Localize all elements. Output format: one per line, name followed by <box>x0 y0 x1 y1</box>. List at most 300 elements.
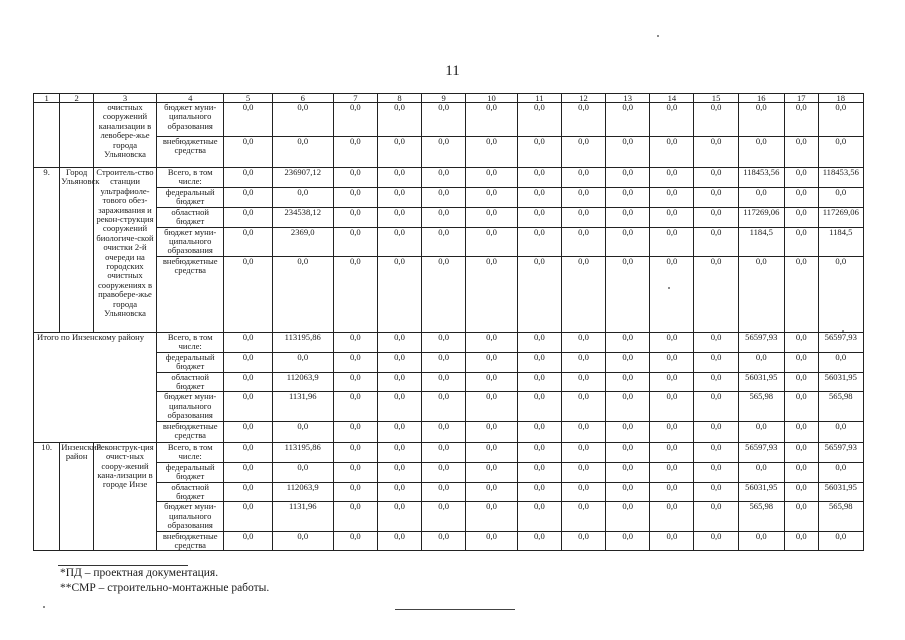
value-cell: 0,0 <box>818 462 863 482</box>
value-cell: 0,0 <box>694 502 738 531</box>
value-cell: 0,0 <box>561 168 605 188</box>
value-cell: 0,0 <box>377 332 421 352</box>
value-cell: 565,98 <box>738 392 784 421</box>
value-cell: 0,0 <box>377 482 421 502</box>
value-cell: 565,98 <box>738 502 784 531</box>
value-cell: 0,0 <box>224 442 272 462</box>
table-row <box>34 207 864 227</box>
value-cell: 0,0 <box>784 462 818 482</box>
funding-source-cell: областной бюджет <box>157 482 224 502</box>
value-cell: 0,0 <box>466 372 518 392</box>
value-cell: 0,0 <box>784 188 818 208</box>
value-cell: 0,0 <box>694 421 738 442</box>
value-cell: 0,0 <box>561 256 605 332</box>
table-row <box>34 442 864 462</box>
value-cell: 113195,86 <box>272 442 333 462</box>
value-cell: 0,0 <box>333 421 377 442</box>
funding-source-cell: федеральный бюджет <box>157 462 224 482</box>
value-cell: 0,0 <box>422 256 466 332</box>
column-number: 4 <box>157 94 224 103</box>
value-cell: 117269,06 <box>738 207 784 227</box>
column-number: 10 <box>466 94 518 103</box>
funding-source-cell: бюджет муни-ципального образования <box>157 392 224 421</box>
value-cell: 0,0 <box>561 103 605 137</box>
value-cell: 234538,12 <box>272 207 333 227</box>
value-cell: 0,0 <box>606 168 650 188</box>
page-number: 11 <box>445 63 460 79</box>
value-cell: 0,0 <box>422 392 466 421</box>
value-cell: 0,0 <box>466 137 518 168</box>
value-cell: 0,0 <box>517 332 561 352</box>
value-cell: 0,0 <box>738 462 784 482</box>
value-cell: 0,0 <box>422 502 466 531</box>
value-cell: 0,0 <box>738 188 784 208</box>
description-cell: Реконструк-ция очист-ных соору-жений кана-лизации в городе Инзе <box>93 442 156 551</box>
funding-source-cell: внебюджетные средства <box>157 421 224 442</box>
value-cell: 0,0 <box>517 137 561 168</box>
place-cell: Город Ульяновск <box>60 168 94 333</box>
value-cell: 0,0 <box>694 168 738 188</box>
value-cell: 0,0 <box>333 207 377 227</box>
value-cell: 0,0 <box>650 531 694 551</box>
value-cell: 0,0 <box>422 207 466 227</box>
value-cell: 56597,93 <box>818 332 863 352</box>
value-cell: 0,0 <box>650 392 694 421</box>
description-cell: очистных сооружений канализации в левобере-жье города Ульяновска <box>93 103 156 168</box>
column-number: 7 <box>333 94 377 103</box>
value-cell: 0,0 <box>377 462 421 482</box>
value-cell: 112063,9 <box>272 372 333 392</box>
table-row <box>34 227 864 256</box>
table-row <box>34 332 864 352</box>
value-cell: 0,0 <box>606 188 650 208</box>
value-cell: 0,0 <box>466 188 518 208</box>
value-cell: 1184,5 <box>738 227 784 256</box>
value-cell: 0,0 <box>561 188 605 208</box>
value-cell: 0,0 <box>466 392 518 421</box>
table-row <box>34 103 864 137</box>
value-cell: 2369,0 <box>272 227 333 256</box>
value-cell: 0,0 <box>784 256 818 332</box>
value-cell: 0,0 <box>784 103 818 137</box>
value-cell: 0,0 <box>650 421 694 442</box>
value-cell: 0,0 <box>377 372 421 392</box>
value-cell: 0,0 <box>650 188 694 208</box>
column-number: 6 <box>272 94 333 103</box>
value-cell: 0,0 <box>606 137 650 168</box>
value-cell: 0,0 <box>561 502 605 531</box>
value-cell: 0,0 <box>561 482 605 502</box>
value-cell: 0,0 <box>650 168 694 188</box>
value-cell: 0,0 <box>466 256 518 332</box>
value-cell: 0,0 <box>333 392 377 421</box>
value-cell: 0,0 <box>333 227 377 256</box>
value-cell: 112063,9 <box>272 482 333 502</box>
table-row <box>34 352 864 372</box>
value-cell: 0,0 <box>650 502 694 531</box>
value-cell: 0,0 <box>784 372 818 392</box>
num-cell: 10. <box>34 442 60 551</box>
value-cell: 0,0 <box>333 442 377 462</box>
value-cell: 0,0 <box>694 188 738 208</box>
value-cell: 0,0 <box>422 188 466 208</box>
value-cell: 118453,56 <box>738 168 784 188</box>
value-cell: 0,0 <box>333 168 377 188</box>
table-row <box>34 392 864 421</box>
value-cell: 0,0 <box>224 372 272 392</box>
table-row <box>34 137 864 168</box>
column-number: 17 <box>784 94 818 103</box>
funding-source-cell: внебюджетные средства <box>157 531 224 551</box>
value-cell: 0,0 <box>606 227 650 256</box>
table-row <box>34 256 864 332</box>
value-cell: 0,0 <box>517 372 561 392</box>
value-cell: 0,0 <box>517 421 561 442</box>
num-cell: 9. <box>34 168 60 333</box>
value-cell: 0,0 <box>272 531 333 551</box>
table-row <box>34 462 864 482</box>
value-cell: 0,0 <box>517 502 561 531</box>
value-cell: 0,0 <box>561 372 605 392</box>
footnote-separator <box>58 565 188 566</box>
value-cell: 0,0 <box>224 482 272 502</box>
value-cell: 0,0 <box>224 227 272 256</box>
value-cell: 0,0 <box>422 103 466 137</box>
value-cell: 0,0 <box>606 256 650 332</box>
value-cell: 0,0 <box>738 421 784 442</box>
value-cell: 56031,95 <box>818 482 863 502</box>
value-cell: 0,0 <box>738 531 784 551</box>
column-number: 3 <box>93 94 156 103</box>
place-cell: Инзенский район <box>60 442 94 551</box>
table-row <box>34 168 864 188</box>
value-cell: 1131,96 <box>272 392 333 421</box>
value-cell: 0,0 <box>333 482 377 502</box>
value-cell: 0,0 <box>561 207 605 227</box>
column-number: 11 <box>517 94 561 103</box>
value-cell: 236907,12 <box>272 168 333 188</box>
value-cell: 0,0 <box>224 137 272 168</box>
value-cell: 0,0 <box>517 256 561 332</box>
value-cell: 0,0 <box>694 442 738 462</box>
value-cell: 0,0 <box>694 207 738 227</box>
value-cell: 0,0 <box>517 168 561 188</box>
value-cell: 1184,5 <box>818 227 863 256</box>
value-cell: 0,0 <box>224 188 272 208</box>
value-cell: 0,0 <box>606 392 650 421</box>
value-cell: 0,0 <box>606 352 650 372</box>
value-cell: 0,0 <box>377 502 421 531</box>
value-cell: 0,0 <box>606 442 650 462</box>
value-cell: 0,0 <box>784 482 818 502</box>
value-cell: 0,0 <box>272 421 333 442</box>
value-cell: 0,0 <box>784 502 818 531</box>
column-number: 1 <box>34 94 60 103</box>
value-cell: 0,0 <box>224 207 272 227</box>
value-cell: 0,0 <box>694 256 738 332</box>
value-cell: 0,0 <box>422 168 466 188</box>
value-cell: 0,0 <box>224 168 272 188</box>
value-cell: 0,0 <box>606 207 650 227</box>
column-number: 14 <box>650 94 694 103</box>
value-cell: 0,0 <box>650 137 694 168</box>
value-cell: 0,0 <box>422 462 466 482</box>
value-cell: 0,0 <box>517 188 561 208</box>
value-cell: 0,0 <box>818 188 863 208</box>
value-cell: 0,0 <box>561 352 605 372</box>
value-cell: 0,0 <box>694 227 738 256</box>
value-cell: 0,0 <box>377 103 421 137</box>
value-cell: 0,0 <box>333 531 377 551</box>
value-cell: 0,0 <box>650 352 694 372</box>
column-number: 12 <box>561 94 605 103</box>
value-cell: 0,0 <box>224 531 272 551</box>
value-cell: 0,0 <box>333 137 377 168</box>
value-cell: 118453,56 <box>818 168 863 188</box>
value-cell: 0,0 <box>224 352 272 372</box>
value-cell: 0,0 <box>561 531 605 551</box>
value-cell: 0,0 <box>422 352 466 372</box>
value-cell: 0,0 <box>422 531 466 551</box>
funding-source-cell: областной бюджет <box>157 372 224 392</box>
value-cell: 0,0 <box>784 442 818 462</box>
value-cell: 0,0 <box>422 442 466 462</box>
value-cell: 0,0 <box>224 462 272 482</box>
value-cell: 0,0 <box>650 103 694 137</box>
value-cell: 0,0 <box>377 137 421 168</box>
value-cell: 0,0 <box>561 137 605 168</box>
value-cell: 0,0 <box>517 103 561 137</box>
value-cell: 0,0 <box>818 103 863 137</box>
column-number: 8 <box>377 94 421 103</box>
column-number: 16 <box>738 94 784 103</box>
value-cell: 0,0 <box>606 332 650 352</box>
scan-speck <box>657 35 659 37</box>
value-cell: 0,0 <box>466 227 518 256</box>
value-cell: 0,0 <box>333 352 377 372</box>
value-cell: 0,0 <box>561 462 605 482</box>
value-cell: 117269,06 <box>818 207 863 227</box>
value-cell: 1131,96 <box>272 502 333 531</box>
table-row <box>34 482 864 502</box>
funding-source-cell: Всего, в том числе: <box>157 332 224 352</box>
funding-source-cell: бюджет муни-ципального образования <box>157 103 224 137</box>
value-cell: 0,0 <box>224 421 272 442</box>
value-cell: 0,0 <box>377 168 421 188</box>
value-cell: 0,0 <box>738 103 784 137</box>
value-cell: 0,0 <box>466 462 518 482</box>
table-row <box>34 502 864 531</box>
value-cell: 0,0 <box>422 332 466 352</box>
value-cell: 0,0 <box>422 421 466 442</box>
value-cell: 0,0 <box>738 137 784 168</box>
value-cell: 0,0 <box>694 352 738 372</box>
funding-source-cell: Всего, в том числе: <box>157 168 224 188</box>
value-cell: 0,0 <box>377 207 421 227</box>
funding-source-cell: федеральный бюджет <box>157 188 224 208</box>
value-cell: 0,0 <box>561 392 605 421</box>
num-cell <box>34 103 60 168</box>
value-cell: 0,0 <box>606 531 650 551</box>
value-cell: 0,0 <box>650 462 694 482</box>
value-cell: 0,0 <box>784 227 818 256</box>
value-cell: 0,0 <box>272 462 333 482</box>
value-cell: 0,0 <box>422 227 466 256</box>
value-cell: 0,0 <box>818 137 863 168</box>
value-cell: 0,0 <box>422 372 466 392</box>
value-cell: 0,0 <box>377 392 421 421</box>
scan-speck <box>43 606 45 608</box>
value-cell: 0,0 <box>517 227 561 256</box>
value-cell: 0,0 <box>466 207 518 227</box>
value-cell: 0,0 <box>466 168 518 188</box>
value-cell: 0,0 <box>224 103 272 137</box>
value-cell: 0,0 <box>650 256 694 332</box>
value-cell: 0,0 <box>650 332 694 352</box>
value-cell: 0,0 <box>606 482 650 502</box>
value-cell: 0,0 <box>650 372 694 392</box>
value-cell: 0,0 <box>377 227 421 256</box>
value-cell: 0,0 <box>422 482 466 502</box>
funding-source-cell: внебюджетные средства <box>157 256 224 332</box>
table-row <box>34 531 864 551</box>
value-cell: 0,0 <box>377 188 421 208</box>
value-cell: 0,0 <box>606 421 650 442</box>
scan-speck <box>842 330 844 332</box>
value-cell: 0,0 <box>224 392 272 421</box>
value-cell: 0,0 <box>466 502 518 531</box>
value-cell: 0,0 <box>561 442 605 462</box>
value-cell: 0,0 <box>333 372 377 392</box>
funding-source-cell: Всего, в том числе: <box>157 442 224 462</box>
bottom-rule <box>395 609 515 610</box>
value-cell: 0,0 <box>466 442 518 462</box>
value-cell: 0,0 <box>272 352 333 372</box>
value-cell: 0,0 <box>694 137 738 168</box>
value-cell: 113195,86 <box>272 332 333 352</box>
scan-speck <box>668 287 670 289</box>
funding-source-cell: бюджет муни-ципального образования <box>157 502 224 531</box>
description-cell: Строитель-ство станции ультрафиоле-тового обез-зараживания и рекон-струкция сооружений биологиче-ской очистки 2-й очереди на городских очистных сооружениях в правобере-жье города Ульяновска <box>93 168 156 333</box>
value-cell: 0,0 <box>561 332 605 352</box>
value-cell: 0,0 <box>333 462 377 482</box>
value-cell: 0,0 <box>694 372 738 392</box>
value-cell: 0,0 <box>738 256 784 332</box>
value-cell: 0,0 <box>784 531 818 551</box>
value-cell: 0,0 <box>818 421 863 442</box>
value-cell: 0,0 <box>606 103 650 137</box>
value-cell: 56597,93 <box>738 332 784 352</box>
column-number: 13 <box>606 94 650 103</box>
value-cell: 0,0 <box>466 482 518 502</box>
column-number: 15 <box>694 94 738 103</box>
value-cell: 0,0 <box>784 137 818 168</box>
value-cell: 0,0 <box>272 188 333 208</box>
value-cell: 0,0 <box>333 188 377 208</box>
value-cell: 0,0 <box>272 137 333 168</box>
value-cell: 0,0 <box>517 462 561 482</box>
column-number: 9 <box>422 94 466 103</box>
value-cell: 56031,95 <box>818 372 863 392</box>
value-cell: 0,0 <box>272 256 333 332</box>
value-cell: 0,0 <box>784 421 818 442</box>
value-cell: 0,0 <box>333 502 377 531</box>
column-number: 2 <box>60 94 94 103</box>
value-cell: 0,0 <box>224 332 272 352</box>
value-cell: 0,0 <box>377 442 421 462</box>
funding-source-cell: внебюджетные средства <box>157 137 224 168</box>
value-cell: 0,0 <box>818 352 863 372</box>
value-cell: 0,0 <box>333 103 377 137</box>
value-cell: 0,0 <box>333 332 377 352</box>
value-cell: 565,98 <box>818 392 863 421</box>
value-cell: 0,0 <box>422 137 466 168</box>
value-cell: 0,0 <box>650 207 694 227</box>
value-cell: 0,0 <box>606 462 650 482</box>
value-cell: 0,0 <box>377 421 421 442</box>
value-cell: 0,0 <box>650 227 694 256</box>
value-cell: 0,0 <box>224 502 272 531</box>
value-cell: 0,0 <box>784 332 818 352</box>
value-cell: 0,0 <box>377 352 421 372</box>
column-number: 5 <box>224 94 272 103</box>
value-cell: 0,0 <box>784 207 818 227</box>
value-cell: 0,0 <box>561 227 605 256</box>
value-cell: 0,0 <box>694 531 738 551</box>
value-cell: 0,0 <box>784 392 818 421</box>
total-label-cell: Итого по Инзенскому району <box>34 332 157 442</box>
value-cell: 0,0 <box>784 168 818 188</box>
value-cell: 0,0 <box>377 256 421 332</box>
funding-table <box>33 93 864 551</box>
funding-source-cell: федеральный бюджет <box>157 352 224 372</box>
value-cell: 0,0 <box>377 531 421 551</box>
value-cell: 0,0 <box>466 352 518 372</box>
value-cell: 0,0 <box>466 103 518 137</box>
value-cell: 0,0 <box>466 332 518 352</box>
value-cell: 0,0 <box>517 352 561 372</box>
value-cell: 56031,95 <box>738 372 784 392</box>
value-cell: 0,0 <box>517 442 561 462</box>
place-cell <box>60 103 94 168</box>
value-cell: 0,0 <box>606 502 650 531</box>
footnote-smr: **СМР – строительно-монтажные работы. <box>60 582 270 594</box>
value-cell: 0,0 <box>517 482 561 502</box>
value-cell: 0,0 <box>517 207 561 227</box>
value-cell: 0,0 <box>694 332 738 352</box>
value-cell: 0,0 <box>517 531 561 551</box>
value-cell: 0,0 <box>694 482 738 502</box>
value-cell: 0,0 <box>784 352 818 372</box>
value-cell: 0,0 <box>650 442 694 462</box>
value-cell: 0,0 <box>650 482 694 502</box>
value-cell: 56031,95 <box>738 482 784 502</box>
value-cell: 0,0 <box>466 531 518 551</box>
value-cell: 0,0 <box>694 392 738 421</box>
value-cell: 0,0 <box>694 103 738 137</box>
value-cell: 0,0 <box>466 421 518 442</box>
value-cell: 565,98 <box>818 502 863 531</box>
value-cell: 0,0 <box>272 103 333 137</box>
value-cell: 0,0 <box>738 352 784 372</box>
funding-source-cell: бюджет муни-ципального образования <box>157 227 224 256</box>
value-cell: 0,0 <box>333 256 377 332</box>
value-cell: 0,0 <box>606 372 650 392</box>
table-row <box>34 421 864 442</box>
funding-source-cell: областной бюджет <box>157 207 224 227</box>
value-cell: 0,0 <box>694 462 738 482</box>
value-cell: 0,0 <box>818 531 863 551</box>
